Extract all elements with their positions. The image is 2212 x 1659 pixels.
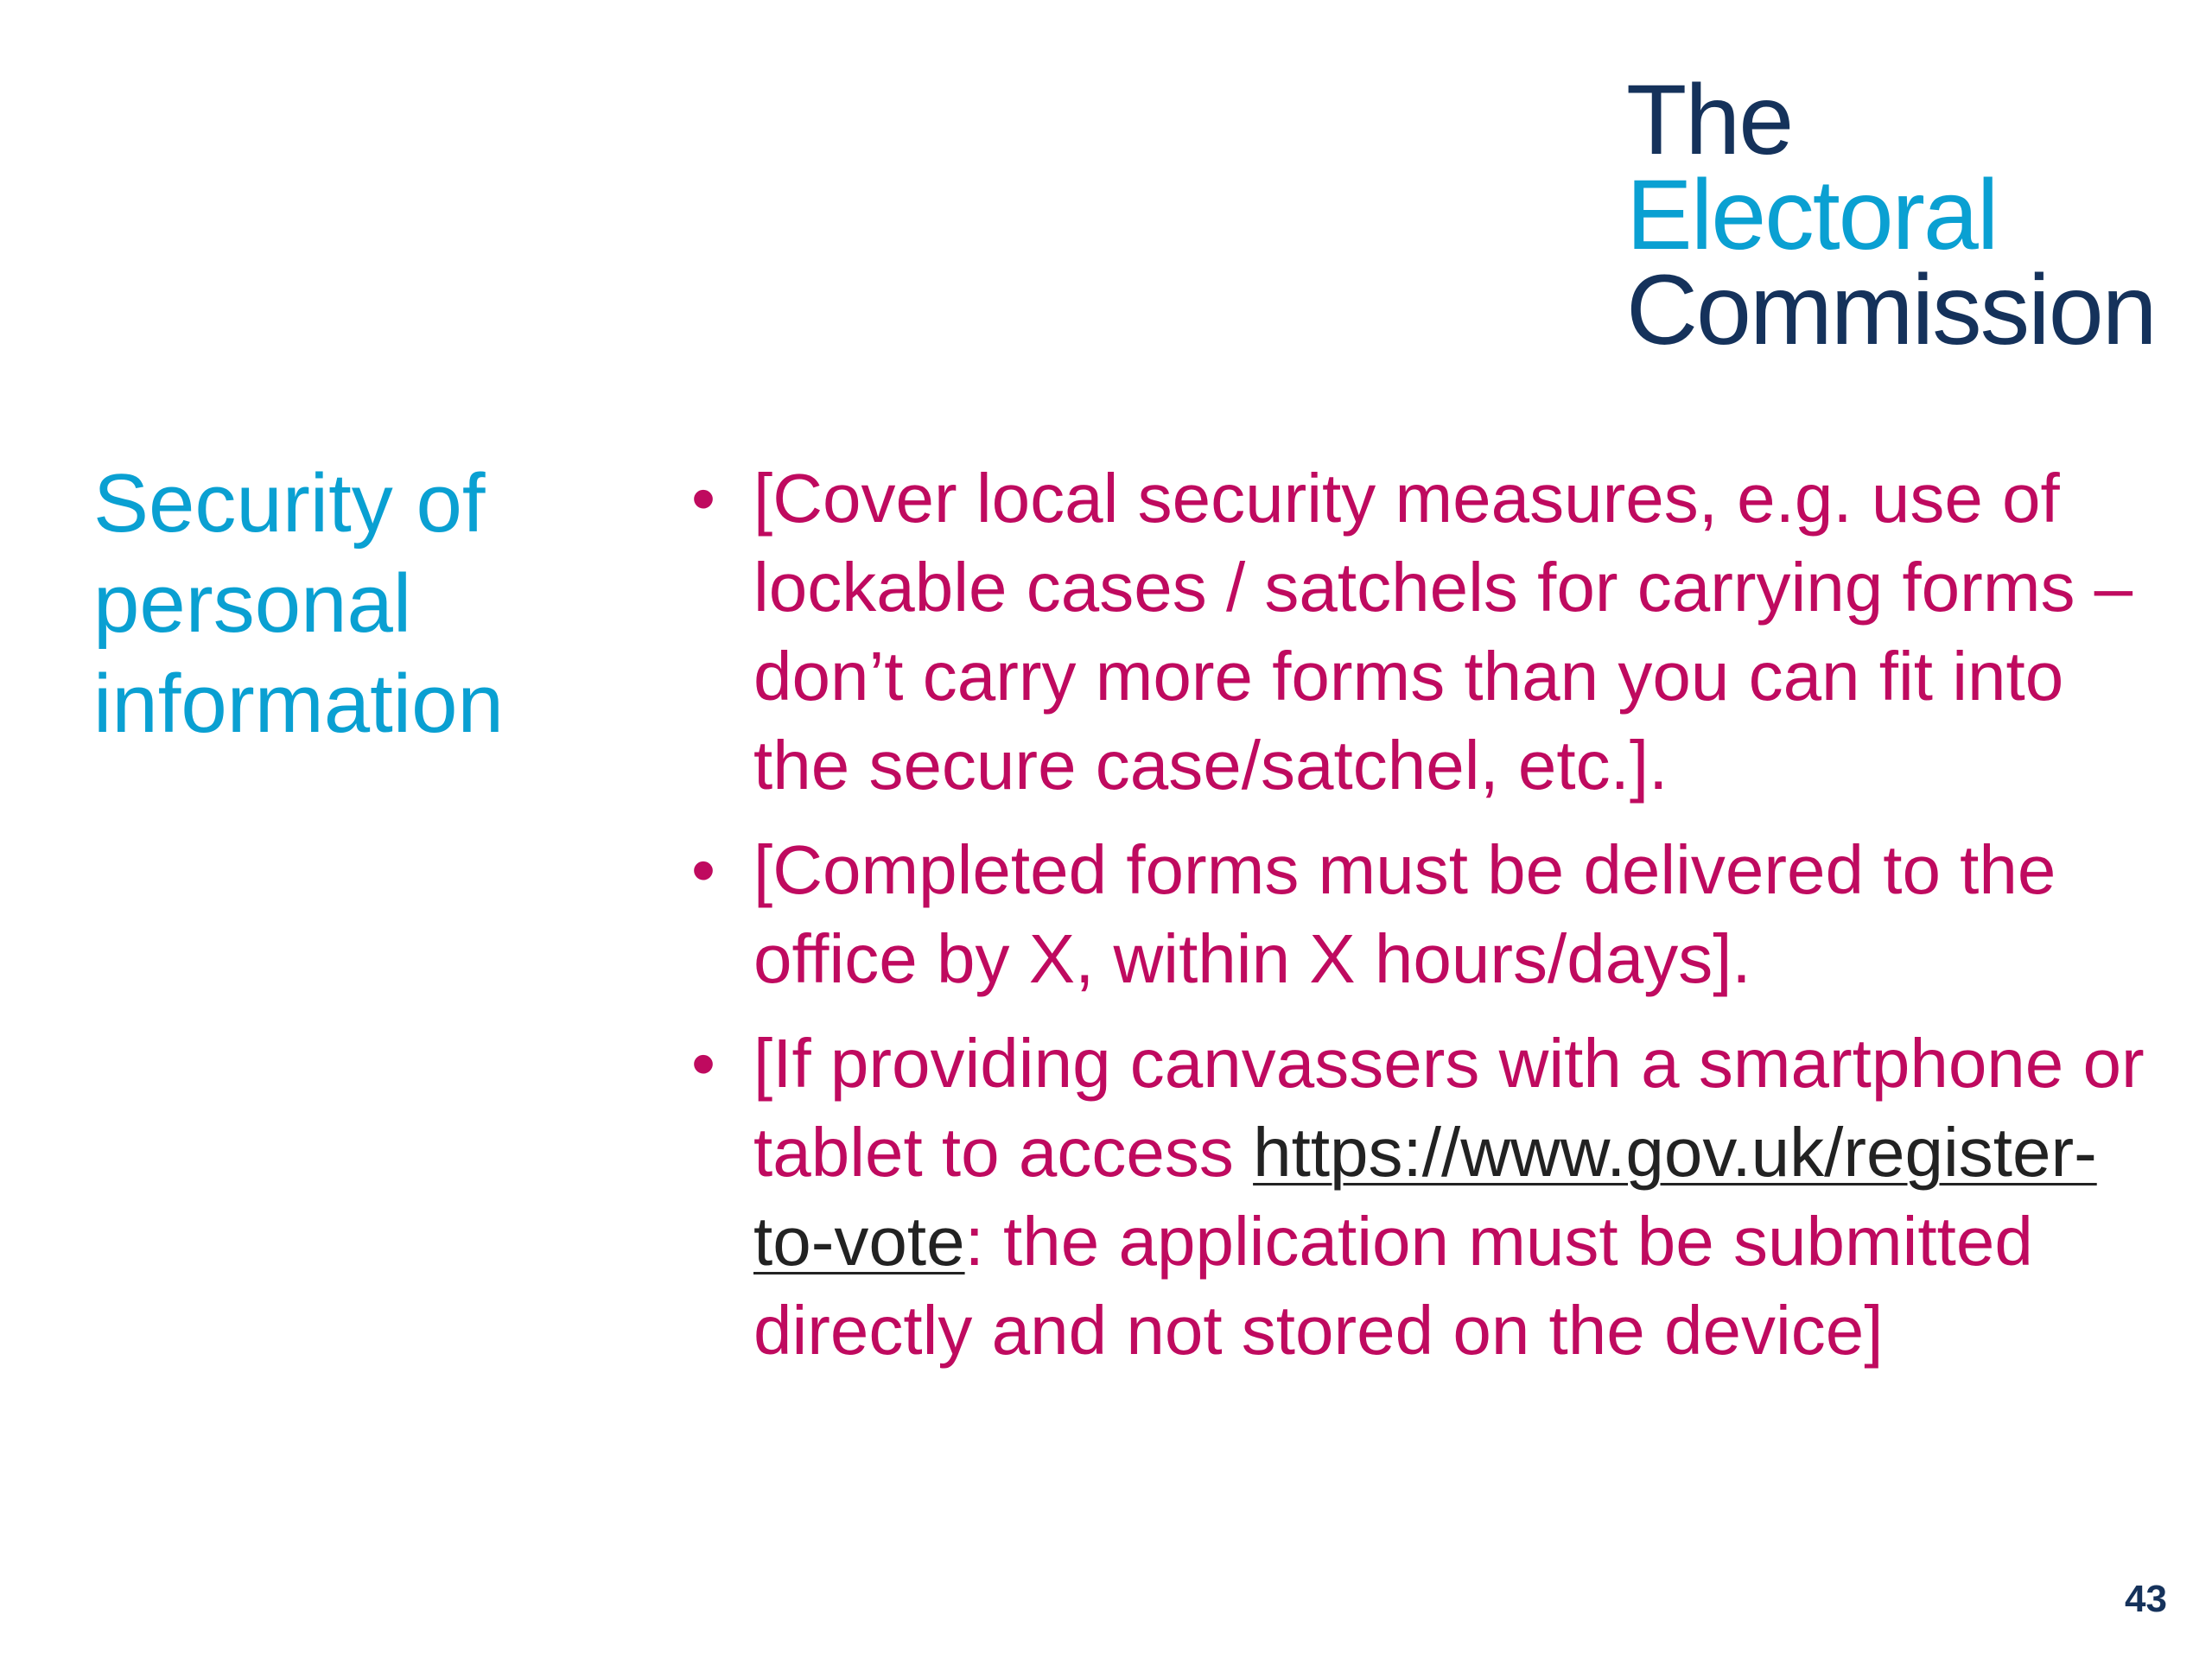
- section-title-line-1: Security of: [93, 457, 486, 550]
- logo-line-commission: Commission: [1626, 255, 2156, 365]
- bullet-dot-icon: •: [691, 460, 716, 537]
- bullet-dot-icon: •: [691, 1025, 716, 1102]
- section-title-line-3: information: [93, 658, 504, 750]
- bullet-text: [Cover local security measures, e.g. use of lockable cases / satchels for carrying forms – don’t carry more forms than you can fit into the secure case/satchel, etc.].: [753, 460, 2133, 804]
- bullet-item-delivery: [691, 825, 2160, 1003]
- bullet-text-after-link: : the application must be submitted directly and not stored on the device]: [753, 1203, 2033, 1369]
- electoral-commission-logo: [1626, 65, 2156, 365]
- logo-line-electoral: Electoral: [1626, 160, 1998, 270]
- bullet-text: [Completed forms must be delivered to the office by X, within X hours/days].: [753, 831, 2056, 997]
- section-title: [93, 454, 629, 754]
- register-to-vote-link[interactable]: https://www.gov.uk/register-to-vote: [753, 1114, 2097, 1280]
- bullet-dot-icon: •: [691, 831, 716, 908]
- bullet-item-security-measures: [691, 454, 2160, 810]
- bullet-text-before-link: [If providing canvassers with a smartphone or tablet to access: [753, 1025, 2145, 1191]
- bullet-list: [691, 454, 2160, 1390]
- page-number: 43: [2125, 1578, 2167, 1620]
- logo-line-the: The: [1626, 65, 1793, 175]
- bullet-item-devices: [691, 1019, 2160, 1375]
- section-title-line-2: personal: [93, 557, 412, 650]
